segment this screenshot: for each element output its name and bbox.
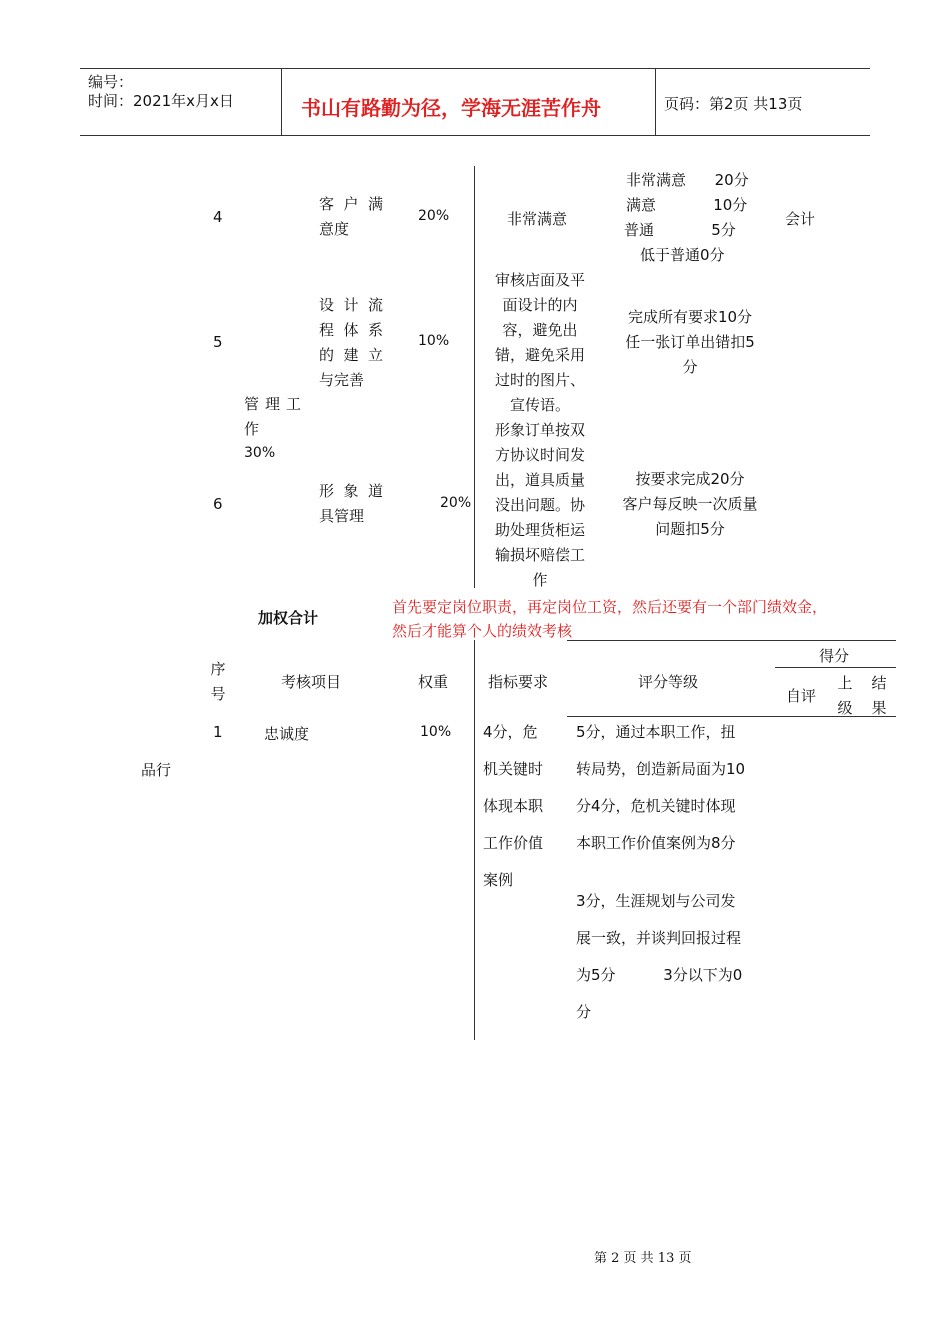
header-superior-line: 级 [837, 699, 853, 717]
note-line: 然后才能算个人的绩效考核 [392, 622, 573, 640]
row-item [319, 293, 383, 393]
header-score: 得分 [819, 647, 850, 665]
scoring-line: 客户每反映一次质量 [622, 495, 758, 513]
row-weight: 10% [418, 333, 450, 349]
row-indicator [483, 714, 563, 899]
indicator-line: 面设计的内 [502, 296, 578, 314]
item-line: 程体系 [319, 321, 383, 339]
indicator-line: 工作价值 [483, 834, 544, 852]
header-self-eval: 自评 [786, 687, 817, 705]
header-seq [203, 657, 233, 707]
row-item-cont: 意度 [319, 220, 350, 238]
header-divider-left [281, 68, 282, 136]
page-footer: 第 2 页 共 13 页 [594, 1251, 692, 1266]
indicator-line: 方协议时间发 [494, 446, 585, 464]
grade-line: 展一致，并谈判回报过程 [576, 929, 742, 947]
scoring-line: 分 [682, 358, 698, 376]
row-scoring [610, 305, 770, 380]
indicator-line: 错，避免采用 [494, 346, 585, 364]
header-seq-line: 号 [210, 685, 226, 703]
category-label: 品行 [141, 761, 172, 779]
indicator-line: 助处理货柜运 [494, 521, 585, 539]
category-label: 管理工 [244, 395, 301, 413]
red-note [392, 595, 827, 643]
note-line: 首先要定岗位职责，再定岗位工资，然后还要有一个部门绩效金， [392, 598, 828, 616]
document-date-label: 时间：2021年x月x日 [88, 92, 234, 110]
document-number-label: 编号： [88, 73, 134, 91]
header-bottom-rule [80, 135, 870, 136]
column-divider [474, 640, 475, 1040]
grade-line: 分 [576, 1003, 592, 1021]
page-number-label: 页码：第2页 共13页 [664, 95, 803, 113]
indicator-line: 体现本职 [483, 797, 544, 815]
row-seq: 5 [213, 333, 223, 351]
grade-line: 5分，通过本职工作，扭 [576, 723, 736, 741]
column-divider [474, 166, 475, 588]
header-item: 考核项目 [281, 673, 342, 691]
row-grade-a [576, 714, 776, 862]
row-weight: 20% [418, 208, 450, 224]
indicator-line: 输损坏赔偿工 [494, 546, 585, 564]
scoring-line: 满意 10分 [626, 196, 748, 214]
row-item-cont: 具管理 [319, 507, 365, 525]
scoring-line: 问题扣5分 [655, 520, 725, 538]
scoring-line: 任一张订单出错扣5 [625, 333, 755, 351]
indicator-line: 审核店面及平 [494, 271, 585, 289]
header-top-rule [567, 640, 896, 641]
row-scoring [610, 467, 770, 542]
header-divider-right [655, 68, 656, 136]
row-weight: 10% [420, 724, 452, 740]
indicator-line: 容，避免出 [502, 321, 578, 339]
row-seq: 4 [213, 208, 223, 226]
indicator-line: 过时的图片、 [494, 371, 585, 389]
score-subheader-rule [775, 667, 896, 668]
header-result [867, 671, 891, 721]
row-grade-b [576, 883, 776, 1031]
indicator-line: 机关键时 [483, 760, 544, 778]
row-item: 形象道 [319, 482, 383, 500]
weighted-total-label: 加权合计 [258, 609, 319, 627]
row-item: 忠诚度 [264, 725, 310, 743]
item-line: 设计流 [319, 296, 383, 314]
header-superior [833, 671, 857, 721]
row-weight: 20% [440, 495, 472, 511]
header-top-rule [80, 68, 870, 69]
grade-line: 3分，生涯规划与公司发 [576, 892, 736, 910]
row-assessor: 会计 [785, 210, 816, 228]
row-seq: 6 [213, 495, 223, 513]
indicator-line: 4分，危 [483, 723, 538, 741]
header-motto: 书山有路勤为径，学海无涯苦作舟 [301, 96, 601, 120]
row-item: 客户满 [319, 195, 383, 213]
indicator-line: 形象订单按双 [494, 421, 585, 439]
scoring-line: 低于普通0分 [640, 246, 725, 264]
row-indicator: 非常满意 [507, 210, 568, 228]
header-superior-line: 上 [837, 674, 853, 692]
indicator-line: 宣传语。 [509, 396, 570, 414]
grade-line: 转局势，创造新局面为10 [576, 760, 746, 778]
indicator-line: 作 [532, 571, 548, 589]
header-indicator: 指标要求 [488, 673, 549, 691]
header-weight: 权重 [418, 673, 449, 691]
item-line: 的建立 [319, 346, 383, 364]
header-result-line: 果 [871, 699, 887, 717]
grade-line: 本职工作价值案例为8分 [576, 834, 736, 852]
scoring-line: 非常满意 20分 [626, 171, 749, 189]
scoring-line: 普通 5分 [624, 221, 736, 239]
row-indicator [480, 418, 600, 593]
header-result-line: 结 [871, 674, 887, 692]
category-weight: 30% [244, 445, 276, 461]
row-seq: 1 [213, 723, 223, 741]
grade-line: 为5分 3分以下为0 [576, 966, 743, 984]
category-label-cont: 作 [244, 420, 260, 438]
row-indicator [480, 268, 600, 418]
scoring-line: 按要求完成20分 [635, 470, 745, 488]
header-grade: 评分等级 [638, 673, 699, 691]
indicator-line: 案例 [483, 871, 514, 889]
grade-line: 分4分，危机关键时体现 [576, 797, 736, 815]
header-seq-line: 序 [210, 660, 226, 678]
item-line: 与完善 [319, 371, 365, 389]
indicator-line: 出，道具质量 [494, 471, 585, 489]
row-scoring [618, 168, 768, 268]
scoring-line: 完成所有要求10分 [627, 308, 753, 326]
indicator-line: 没出问题。协 [494, 496, 585, 514]
